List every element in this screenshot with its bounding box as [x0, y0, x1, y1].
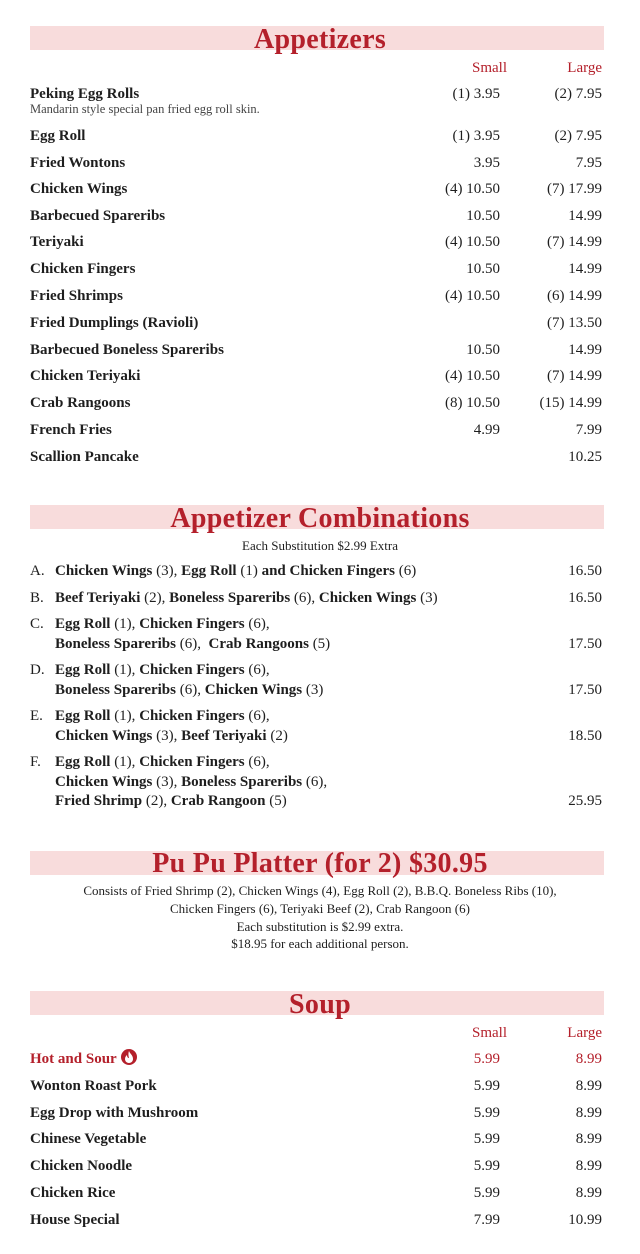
price-small: (4) 10.50: [445, 181, 500, 197]
price-small: 4.99: [473, 422, 500, 438]
item-name-text: Chicken Rice: [30, 1185, 116, 1201]
menu-item-row: [0, 232, 640, 252]
combo-dish: Chicken Fingers: [139, 708, 245, 724]
combo-price: 17.50: [568, 635, 602, 652]
item-name-text: Chicken Teriyaki: [30, 368, 141, 384]
combo-qty: (6),: [290, 590, 319, 606]
item-name-text: Wonton Roast Pork: [30, 1077, 157, 1094]
item-name: [30, 126, 85, 146]
item-name-text: Barbecued Boneless Spareribs: [30, 342, 224, 358]
combo-qty: (2): [266, 727, 288, 744]
soup-col-small: Small: [471, 1025, 507, 1041]
item-name: [30, 1183, 115, 1203]
combo-dish: Chicken Wings: [55, 773, 153, 790]
price-large: 10.99: [568, 1211, 602, 1228]
combo-letter: B.: [30, 590, 44, 606]
combo-line: [55, 615, 330, 635]
price-small: 5.99: [473, 1158, 500, 1175]
item-name-text: Peking Egg Rolls: [30, 86, 140, 102]
price-large: 8.99: [575, 1158, 602, 1175]
combo-dish: Chicken Wings: [318, 590, 417, 606]
price-large: (7) 17.99: [547, 181, 602, 197]
price-small: 7.99: [473, 1211, 500, 1228]
peking-egg-roll-description: Mandarin style special pan fried egg roll skin.: [30, 102, 260, 116]
combo-qty: (2),: [142, 793, 171, 809]
price-large: 8.99: [575, 1131, 602, 1148]
price-small: (8) 10.50: [445, 395, 500, 411]
menu-item-row: [0, 447, 640, 467]
price-large: 14.99: [568, 261, 602, 277]
combo-qty: (3),: [152, 727, 182, 744]
item-name-text: Barbecued Spareribs: [30, 208, 166, 224]
price-large: 8.99: [575, 1051, 602, 1067]
item-name: [30, 420, 112, 440]
price-small: 5.99: [473, 1077, 500, 1094]
item-name: [30, 1129, 146, 1149]
price-small: 5.99: [473, 1051, 500, 1067]
combo-dish: Egg Roll: [55, 708, 111, 724]
menu-item-row: [0, 1183, 640, 1203]
combo-qty: (6),: [302, 773, 328, 790]
price-large: (2) 7.95: [554, 128, 602, 144]
price-large: 7.95: [575, 155, 602, 171]
combo-dish: Boneless Spareribs: [55, 635, 176, 652]
soup-col-large: Large: [567, 1025, 602, 1041]
item-name-text: Chicken Fingers: [30, 261, 136, 277]
menu-item-row: [0, 179, 640, 199]
appetizers-col-small: Small: [471, 60, 507, 76]
menu-item-row: [0, 1210, 640, 1230]
combo-qty: (3): [416, 590, 438, 606]
combo-qty: (5): [308, 635, 331, 652]
combo-line: [55, 753, 327, 773]
menu-item-row: [0, 153, 640, 173]
combo-description: [55, 562, 416, 582]
menu-item-row: [0, 1049, 640, 1069]
item-name: [30, 1049, 137, 1069]
price-small: 10.50: [466, 342, 500, 358]
menu-item-row: [0, 313, 640, 333]
combo-price: 18.50: [568, 727, 602, 744]
combo-qty: (2),: [140, 590, 170, 606]
item-name: [30, 206, 165, 226]
soup-title: Soup: [289, 989, 351, 1020]
combo-dish: and Chicken Fingers: [261, 563, 395, 579]
combo-letter: F.: [30, 754, 41, 770]
price-large: 10.25: [568, 449, 602, 465]
combo-line: [55, 707, 288, 727]
item-name-text: Scallion Pancake: [30, 449, 139, 465]
item-name: [30, 366, 140, 386]
combo-qty: (6),: [244, 754, 270, 770]
price-small: 5.99: [473, 1131, 500, 1148]
item-name: [30, 1103, 198, 1123]
combo-line: [55, 773, 327, 793]
price-small: 5.99: [473, 1185, 500, 1201]
item-name: [30, 153, 125, 173]
pupu-line-1: Consists of Fried Shrimp (2), Chicken Wings (4), Egg Roll (2), B.B.Q. Boneless Ribs (10),: [83, 883, 557, 898]
item-name-text: Crab Rangoons: [30, 395, 131, 411]
menu-item-row: [0, 366, 640, 386]
combo-qty: (6),: [176, 681, 205, 698]
price-small: 10.50: [466, 261, 500, 277]
combo-qty: (1): [236, 563, 262, 579]
combo-dish: Egg Roll: [55, 662, 111, 678]
combo-dish: Beef Teriyaki: [181, 727, 267, 744]
price-small: 5.99: [473, 1104, 500, 1121]
price-large: (7) 14.99: [547, 368, 602, 384]
combinations-title: Appetizer Combinations: [170, 503, 470, 534]
menu-item-row: [0, 1156, 640, 1176]
appetizers-title: Appetizers: [253, 24, 387, 55]
pupu-line-3: Each substitution is $2.99 extra.: [236, 919, 404, 934]
combo-qty: (1),: [110, 616, 140, 632]
combo-qty: (6),: [244, 662, 270, 678]
price-small: (4) 10.50: [445, 288, 500, 304]
price-small: 3.95: [473, 155, 500, 171]
combo-qty: (6),: [244, 708, 270, 724]
menu-item-row: [0, 393, 640, 413]
combo-price: 16.50: [568, 590, 602, 606]
item-name: [30, 340, 224, 360]
menu-item-row: [0, 1103, 640, 1123]
combo-qty: (6),: [176, 635, 209, 652]
item-name-text: Egg Roll: [30, 128, 86, 144]
combo-qty: (3),: [152, 563, 182, 579]
item-name: [30, 393, 130, 413]
combo-qty: (1),: [110, 708, 140, 724]
combo-qty: (3): [302, 681, 324, 698]
price-large: (15) 14.99: [539, 395, 602, 411]
combo-line: [55, 562, 416, 582]
combo-description: [55, 615, 330, 654]
menu-item-row: [0, 286, 640, 306]
combo-description: [55, 753, 327, 812]
combo-line: [55, 589, 438, 609]
item-name: [30, 286, 123, 306]
combo-dish: Egg Roll: [55, 754, 111, 770]
item-name-text: Teriyaki: [30, 234, 84, 250]
price-small: (1) 3.95: [452, 128, 500, 144]
item-name: [30, 1210, 120, 1230]
price-large: (7) 14.99: [547, 234, 602, 250]
combo-qty: (3),: [152, 773, 182, 790]
item-name: [30, 232, 84, 252]
item-name-text: Fried Shrimps: [30, 288, 123, 304]
item-name-text: French Fries: [30, 422, 112, 438]
combo-line: [55, 681, 323, 701]
combo-dish: Egg Roll: [55, 616, 111, 632]
menu-item-row: [0, 1129, 640, 1149]
flame-icon: [121, 1049, 137, 1065]
price-small: (1) 3.95: [452, 86, 500, 102]
item-name: [30, 447, 139, 467]
combo-dish: Chicken Wings: [55, 563, 153, 579]
combo-line: [55, 635, 330, 655]
combo-dish: Chicken Fingers: [139, 616, 245, 632]
item-name: [30, 1156, 132, 1176]
menu-item-row: [0, 1076, 640, 1096]
combinations-subtitle: Each Substitution $2.99 Extra: [242, 538, 398, 553]
combo-description: [55, 707, 288, 746]
item-name-text: Fried Wontons: [30, 155, 126, 171]
price-small: 10.50: [466, 208, 500, 224]
combo-dish: Chicken Wings: [204, 681, 303, 698]
combo-dish: Fried Shrimp: [55, 793, 143, 809]
item-name-text: Chicken Noodle: [30, 1158, 133, 1175]
price-small: (4) 10.50: [445, 368, 500, 384]
price-small: (4) 10.50: [445, 234, 500, 250]
price-large: 8.99: [575, 1077, 602, 1094]
menu-item-row: [0, 259, 640, 279]
item-name-text: Egg Drop with Mushroom: [30, 1104, 199, 1121]
combo-dish: Egg Roll: [181, 563, 237, 579]
combo-price: 16.50: [568, 563, 602, 579]
price-large: (6) 14.99: [547, 288, 602, 304]
item-name-text: Chicken Wings: [30, 181, 128, 197]
combo-letter: D.: [30, 662, 45, 678]
combo-letter: E.: [30, 708, 43, 724]
combo-line: [55, 727, 288, 747]
combo-description: [55, 589, 438, 609]
item-name: [30, 313, 198, 333]
combo-dish: Boneless Spareribs: [181, 773, 303, 790]
combo-dish: Boneless Spareribs: [55, 681, 176, 698]
price-large: 7.99: [575, 422, 602, 438]
pupu-line-4: $18.95 for each additional person.: [231, 936, 409, 951]
price-large: (7) 13.50: [547, 315, 602, 331]
pupu-line-2: Chicken Fingers (6), Teriyaki Beef (2), Crab Rangoon (6): [170, 901, 470, 916]
combo-qty: (6): [394, 563, 417, 579]
item-name-text: House Special: [30, 1211, 120, 1228]
menu-item-row: [0, 126, 640, 146]
item-name: [30, 1076, 157, 1096]
combo-dish: Chicken Fingers: [139, 662, 245, 678]
combo-qty: (1),: [110, 754, 140, 770]
combo-dish: Chicken Wings: [55, 727, 153, 744]
item-name: [30, 179, 127, 199]
combo-letter: A.: [30, 563, 45, 579]
combo-dish: Beef Teriyaki: [55, 590, 141, 606]
price-large: (2) 7.95: [554, 86, 602, 102]
combo-dish: Boneless Spareribs: [169, 590, 291, 606]
item-name-text: Hot and Sour: [30, 1051, 117, 1067]
combo-qty: (5): [265, 793, 287, 809]
menu-item-row: [0, 206, 640, 226]
combo-qty: (6),: [244, 616, 270, 632]
combo-description: [55, 661, 323, 700]
menu-item-row: [0, 420, 640, 440]
combo-price: 25.95: [568, 793, 602, 809]
combo-dish: Crab Rangoons: [208, 635, 309, 652]
combo-dish: Chicken Fingers: [139, 754, 245, 770]
pupu-title: Pu Pu Platter (for 2) $30.95: [152, 848, 488, 879]
menu-item-row: [0, 340, 640, 360]
combo-qty: (1),: [110, 662, 140, 678]
price-large: 8.99: [575, 1185, 602, 1201]
item-name-text: Chinese Vegetable: [30, 1131, 147, 1148]
combo-line: [55, 792, 327, 812]
item-name-text: Fried Dumplings (Ravioli): [30, 315, 199, 331]
price-large: 8.99: [575, 1104, 602, 1121]
combo-letter: C.: [30, 616, 44, 632]
price-large: 14.99: [568, 342, 602, 358]
combo-line: [55, 661, 323, 681]
appetizers-col-large: Large: [567, 60, 602, 76]
combo-dish: Crab Rangoon: [170, 793, 266, 809]
item-name: [30, 259, 135, 279]
price-large: 14.99: [568, 208, 602, 224]
combo-price: 17.50: [568, 681, 602, 698]
